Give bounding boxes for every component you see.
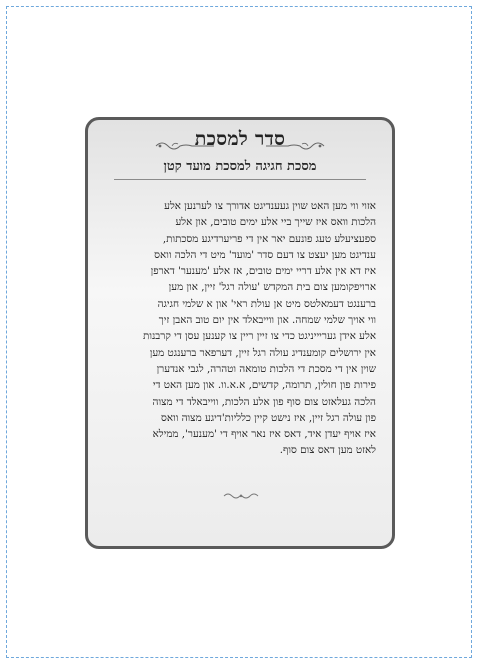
body-line: ארויפקומען צום בית המקדש 'עולה רגל' זיין, און מען [168, 281, 376, 294]
page-subtitle: מסכת חגיגה למסכת מועד קטן [163, 159, 317, 174]
body-line: פירות פון חולין, תרומה, קדשים, א.א.וו. און מען האט די [152, 379, 376, 392]
flourish-right-icon [264, 138, 326, 152]
body-line: אלע אידן געריייניגט כדי צו זיין ריין צו קענען עסן די קרבנות [143, 330, 376, 343]
body-line: הלכה געלאזט צום סוף פון אלע הלכות, ווייבאלד די מצוה [152, 395, 376, 408]
body-paragraph [104, 198, 376, 459]
body-line: אין ירושלים קומענדיג עולה רגל זיין, דערפאר ברענגט מען [149, 346, 376, 359]
divider [114, 179, 366, 180]
document-card [85, 117, 395, 549]
body-line: איז דא אין אלע דריי ימים טובים, אז אלע 'מענער' דארפן [150, 265, 376, 278]
body-line: אזוי ווי מען האט שוין געענדיגט אדורך צו לערנען אלע [164, 200, 376, 212]
flourish-left-icon [154, 138, 216, 152]
body-line: ענדיגט מען יעצט צו דעם סדר 'מועד' מיט די הלכה וואס [154, 248, 376, 261]
body-line: ברענגט דעמאלטס מיט אן עולת ראי' און א שלמי חגיגה [157, 297, 376, 310]
body-line: ספעציעלע טעג פונעם יאר אין די פריערדיגע מסכתות, [162, 232, 376, 245]
body-line: איז אויף יעדן איד, דאס איז נאר אויף די 'מענער', ממילא [152, 428, 376, 441]
body-line: הלכות וואס איז שייך ביי אלע ימים טובים, און אלע [175, 216, 376, 229]
page-title: סדר למסכת [194, 128, 286, 150]
ornament-icon [223, 491, 259, 501]
body-line: פון עולה רגל זיין, איז נישט קיין כלליות'דיגע מצוה וואס [161, 411, 376, 424]
body-line: לאזט מען דאס צום סוף. [279, 444, 376, 457]
body-line: שוין אין די מסכת די הלכות טומאה וטהרה, לגבי אנדערן [156, 362, 376, 375]
card-header [88, 128, 392, 158]
body-line: ווי אויך שלמי שמחה. און ווייבאלד אין יום טוב האבן זיך [158, 314, 376, 327]
